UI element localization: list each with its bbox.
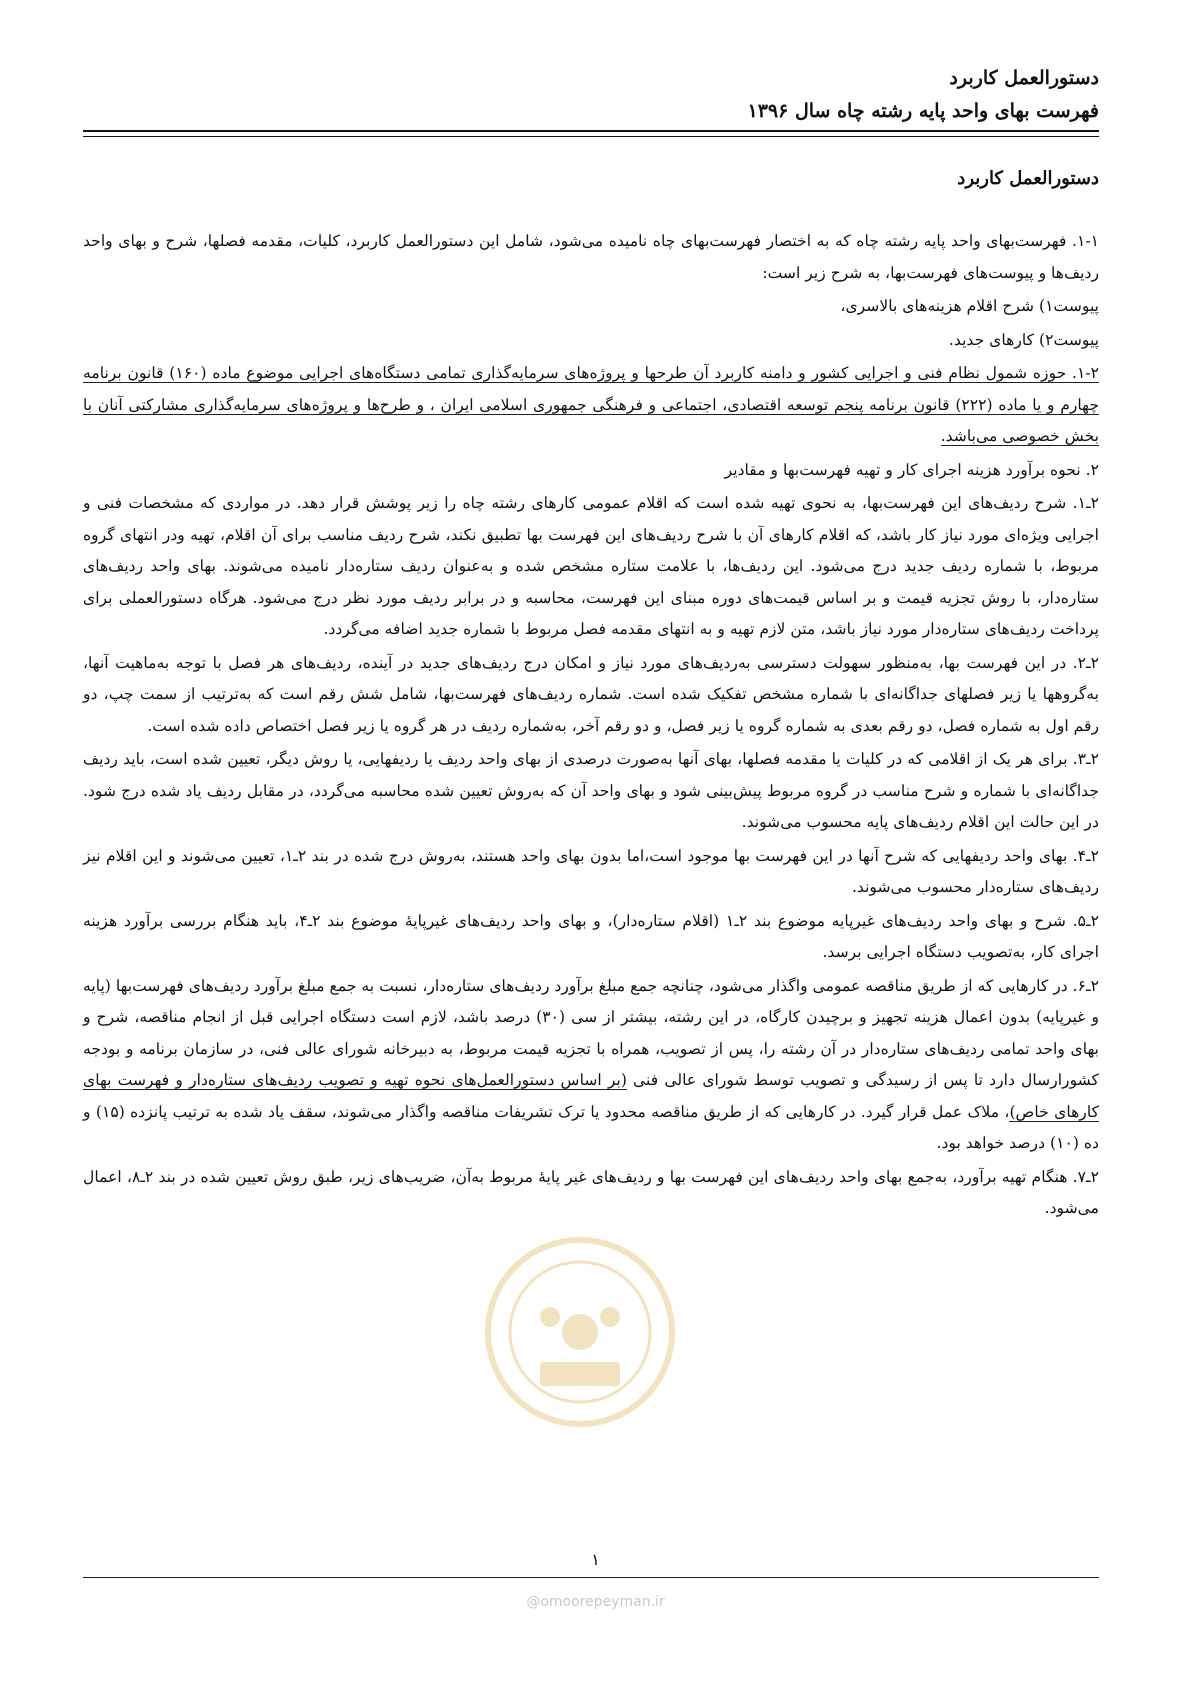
header-rule-thick <box>83 130 1099 132</box>
paragraph-appendix-1: پیوست۱) شرح اقلام هزینه‌های بالاسری، <box>840 297 1099 315</box>
running-header <box>748 62 1099 128</box>
paragraph-2-4: ۲ـ۴. بهای واحد ردیفهایی که شرح آنها در این فهرست بها موجود است،اما بدون بهای واحد هستند، به‌روش درج شده در بند ۲ـ۱، تعیین می‌شوند و این اقلام نیز ردیف‌های ستاره‌دار محسوب می‌شوند. <box>83 846 1099 896</box>
paragraph-2-5: ۲ـ۵. شرح و بهای واحد ردیف‌های غیرپایه موضوع بند ۲ـ۱ (اقلام ستاره‌دار)، و بهای واحد ردیف‌های غیرپایهٔ موضوع بند ۲ـ۴، باید هنگام بررسی برآورد هزینه اجرای کار، به‌تصویب دستگاه اجرایی برسد. <box>83 911 1100 961</box>
paragraph-2-6-part-b: ، ملاک عمل قرار گیرد. در کارهایی که از طریق مناقصه محدود یا ترک تشریفات مناقصه واگذار می‌شوند، سقف یاد شده به ترتیب پانزده (۱۵) و ده (۱۰) درصد خواهد بود. <box>83 1102 1099 1152</box>
body-text <box>83 226 1099 1227</box>
paragraph-2-2: ۲ـ۲. در این فهرست بها، به‌منظور سهولت دسترسی به‌ردیف‌های مورد نیاز و امکان درج ردیف‌های جدید در آینده، ردیف‌های هر فصل با توجه به‌ماهیت آنها، به‌گروهها یا زیر فصلهای جداگانه‌ای با شماره مشخص تفکیک شده است. شماره ردیف‌های فهرست‌بها، شامل شش رقم است که به‌ترتیب از سمت چپ، دو رقم اول به شماره فصل، دو رقم بعدی به شماره گروه یا زیر فصل، و دو رقم آخر، به‌شماره ردیف در هر گروه یا زیر فصل اختصاص داده شده است. <box>83 653 1099 735</box>
page-number: ۱ <box>591 1550 600 1569</box>
header-rule-thin <box>83 136 1099 137</box>
paragraph-2-1: ۲ـ۱. شرح ردیف‌های این فهرست‌بها، به نحوی تهیه شده است که اقلام عمومی کارهای رشته چاه را زیر پوشش قرار دهد. در مواردی که مشخصات فنی و اجرایی ویژه‌ای مورد نیاز کار باشد، که اقلام کارهای آن با شرح ردیف‌های این فهرست بها تطبیق نکند، شرح ردیف مناسب برای آن اقلام، تهیه ودر انتهای گروه مربوط، با شماره ردیف جدید درج می‌شود. این ردیف‌ها، با علامت ستاره مشخص شده و به‌عنوان ردیف ستاره‌دار نامیده می‌شوند. بهای واحد ردیف‌های ستاره‌دار، با روش تجزیه قیمت و بر اساس قیمت‌های دوره مبنای این فهرست، محاسبه و در برابر ردیف مورد نظر درج می‌شود. هرگاه دستورالعملی برای پرداخت ردیف‌های ستاره‌دار مورد نیاز باشد، متن لازم تهیه و به انتهای مقدمه فصل مربوط با شماره جدید اضافه می‌گردد. <box>83 494 1099 638</box>
paragraph-1-1: ۱-۱. فهرست‌بهای واحد پایه رشته چاه که به اختصار فهرست‌بهای چاه نامیده می‌شود، شامل این دستورالعمل کاربرد، کلیات، مقدمه فصلها، شرح و بهای واحد ردیف‌ها و پیوست‌های فهرست‌بها، به شرح زیر است: <box>83 232 1099 282</box>
section-title: دستورالعمل کاربرد <box>957 168 1099 189</box>
paragraph-2-7: ۲ـ۷. هنگام تهیه برآورد، به‌جمع بهای واحد ردیف‌های این فهرست بها و ردیف‌های غیر پایهٔ مربوط به‌آن، ضریب‌های زیر، طبق روش تعیین شده در بند ۲ـ۸، اعمال می‌شود. <box>83 1167 1099 1217</box>
header-subtitle: فهرست بهای واحد پایه رشته چاه سال ۱۳۹۶ <box>747 100 1099 122</box>
header-title: دستورالعمل کاربرد <box>949 67 1099 89</box>
paragraph-2-heading: ۲. نحوه برآورد هزینه اجرای کار و تهیه فهرست‌بها و مقادیر <box>724 460 1099 479</box>
paragraph-2-6-part-a: ۲ـ۶. در کارهایی که از طریق مناقصه عمومی واگذار می‌شود، چنانچه جمع مبلغ برآورد ردیف‌های ستاره‌دار، نسبت به جمع مبلغ برآورد ردیف‌های فهرست‌بها (پایه و غیرپایه) بدون اعمال هزینه تجهیز و برچیدن کارگاه، در این رشته، بیشتر از سی (۳۰) درصد باشد، لازم است دستگاه اجرایی قبل از انجام مناقصه، شرح و بهای واحد تمامی ردیف‌های ستاره‌دار در آن رشته را، پس از تصویب، همراه با تجزیه قیمت مربوط، به دبیرخانه شورای عالی فنی، در سازمان برنامه و بودجه کشورارسال دارد تا پس از رسیدگی و تصویب توسط شورای عالی فنی <box>83 976 1099 1089</box>
paragraph-2-6-underlined: (بر اساس دستورالعمل‌های نحوه تهیه و تصویب ردیف‌های ستاره‌دار و فهرست بهای کارهای خاص) <box>83 1071 1100 1121</box>
paragraph-1-2 <box>83 358 1099 453</box>
paragraph-1-2-text: ۱-۲. حوزه شمول نظام فنی و اجرایی کشور و دامنه کاربرد آن طرحها و پروژه‌های سرمایه‌گذاری تمامی دستگاه‌های اجرایی موضوع ماده (۱۶۰) قانون برنامه چهارم و یا ماده (۲۲۲) قانون برنامه پنجم توسعه اقتصادی، اجتماعی و فرهنگی جمهوری اسلامی ایران ، و طرح‌ها و پروژه‌های سرمایه‌گذاری مشارکتی آنان با بخش خصوصی می‌باشد. <box>83 364 1099 445</box>
footer-rule <box>83 1577 1099 1578</box>
watermark-text: @omoorepeyman.ir <box>526 1594 665 1610</box>
paragraph-2-3: ۲ـ۳. برای هر یک از اقلامی که در کلیات یا مقدمه فصلها، بهای آنها به‌صورت درصدی از بهای واحد ردیف یا ردیفهایی، یا روش دیگر، تعیین شده است، باید ردیف جداگانه‌ای با شماره و شرح مناسب در گروه مربوط پیش‌بینی شود و بهای واحد آن که به‌روش تعیین شده محاسبه می‌گردد، در مقابل ردیف یاد شده درج شود. در این حالت این اقلام ردیف‌های پایه محسوب می‌شوند. <box>83 750 1099 831</box>
paragraph-2-6 <box>83 971 1099 1160</box>
watermark-seal-icon <box>480 1232 680 1432</box>
paragraph-appendix-2: پیوست۲) کارهای جدید. <box>948 330 1099 349</box>
